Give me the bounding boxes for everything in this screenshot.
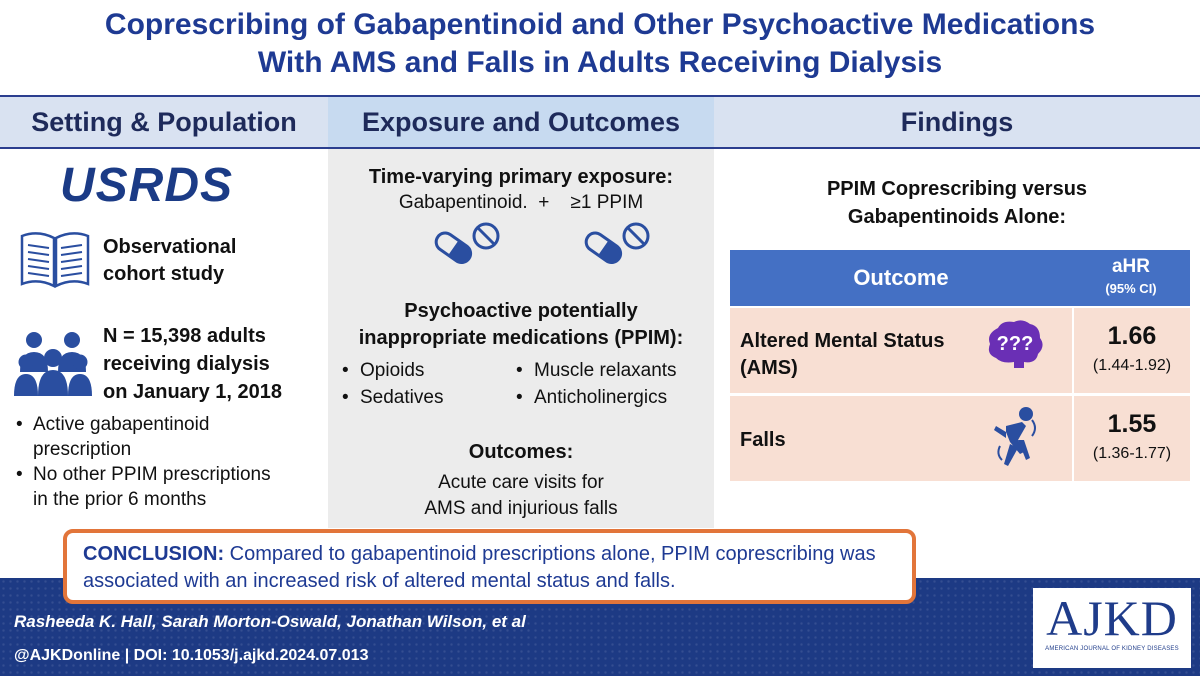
svg-text:???: ??? [996, 333, 1034, 355]
population-size [103, 322, 282, 406]
findings-subtitle [714, 175, 1200, 231]
table-header-outcome: Outcome [730, 250, 1072, 306]
authors: Rasheeda K. Hall, Sarah Morton-Oswald, Jonathan Wilson, et al [14, 612, 526, 631]
ppim-heading [328, 298, 714, 352]
outcomes-line-1: Acute care visits for [438, 472, 604, 493]
page-title [0, 6, 1200, 82]
ci-value: (1.36-1.77) [1092, 445, 1172, 462]
open-book-icon [18, 228, 92, 290]
outcomes-heading: Outcomes: [468, 441, 574, 463]
doi-link[interactable]: @AJKDonline | DOI: 10.1053/j.ajkd.2024.07.013 [14, 647, 369, 664]
outcome-label-line-1: Falls [740, 429, 786, 451]
ppim-list-left [342, 357, 443, 411]
header-findings: Findings [714, 97, 1200, 147]
exposure-subtitle: Gabapentinoid. + ≥1 PPIM [398, 192, 644, 213]
list-item: • Opioids [342, 357, 443, 384]
table-row [730, 306, 1190, 393]
outcome-label-line-1: Altered Mental Status [740, 330, 945, 352]
outcome-label [740, 427, 786, 454]
list-item: • Muscle relaxants [516, 357, 677, 384]
study-design [103, 234, 236, 288]
title-line-1: Coprescribing of Gabapentinoid and Other Psychoactive Medications [104, 8, 1096, 41]
outcomes-description [328, 470, 714, 522]
criteria-2-line-2: in the prior 6 months [33, 489, 207, 510]
pill-capsule-icon [582, 220, 654, 266]
ajkd-logo-main: AJKD [1046, 590, 1178, 646]
list-item [14, 412, 271, 462]
findings-subtitle-line-2: Gabapentinoids Alone: [847, 206, 1067, 228]
ahr-value-cell [1074, 322, 1190, 375]
ajkd-logo-subtitle: AMERICAN JOURNAL OF KIDNEY DISEASES [1045, 646, 1179, 652]
list-item [14, 462, 271, 512]
outcome-label [740, 328, 944, 382]
header-setting: Setting & Population [0, 97, 328, 147]
list-item: • Anticholinergics [516, 384, 677, 411]
pill-capsule-icon [432, 220, 504, 266]
population-line-3: on January 1, 2018 [103, 381, 282, 403]
ahr-label: aHR [1111, 256, 1150, 277]
ci-value: (1.44-1.92) [1092, 357, 1172, 374]
inclusion-criteria-list [14, 412, 271, 512]
criteria-1-line-1: • Active gabapentinoid [33, 414, 210, 435]
ajkd-logo [1033, 588, 1191, 668]
findings-subtitle-line-1: PPIM Coprescribing versus [826, 178, 1088, 200]
people-group-icon [14, 328, 92, 398]
ppim-list-right [516, 357, 677, 411]
list-item: • Sedatives [342, 384, 443, 411]
falling-person-icon [992, 406, 1040, 472]
ahr-value: 1.55 [1107, 410, 1157, 438]
conclusion-label: CONCLUSION: [83, 543, 225, 565]
population-line-2: receiving dialysis [103, 353, 270, 375]
usrds-logo: USRDS [60, 159, 234, 212]
section-header-row [0, 95, 1200, 149]
ppim-heading-line-2: inappropriate medications (PPIM): [358, 327, 684, 349]
ci-label: (95% CI) [1105, 281, 1157, 296]
outcome-label-line-2: (AMS) [740, 357, 798, 379]
conclusion-text: Compared to gabapentinoid prescriptions alone, PPIM coprescribing was associated with an increased risk of altered mental status and falls. [83, 543, 876, 592]
criteria-1-line-2: prescription [33, 439, 132, 460]
table-header-ahr [1072, 250, 1190, 306]
title-line-2: With AMS and Falls in Adults Receiving Dialysis [257, 46, 943, 79]
brain-question-icon [984, 318, 1046, 370]
study-design-line-1: Observational [103, 236, 237, 258]
table-row [730, 394, 1190, 481]
study-design-line-2: cohort study [103, 263, 225, 285]
header-exposure: Exposure and Outcomes [328, 97, 714, 147]
criteria-2-line-1: • No other PPIM prescriptions [33, 464, 271, 485]
findings-table [730, 250, 1190, 486]
ahr-value: 1.66 [1107, 322, 1157, 350]
population-line-1: N = 15,398 adults [103, 325, 266, 347]
ppim-heading-line-1: Psychoactive potentially [404, 300, 638, 322]
ahr-value-cell [1074, 410, 1190, 463]
conclusion-box [63, 529, 916, 604]
outcomes-line-2: AMS and injurious falls [424, 498, 618, 519]
exposure-heading: Time-varying primary exposure: [368, 166, 674, 188]
